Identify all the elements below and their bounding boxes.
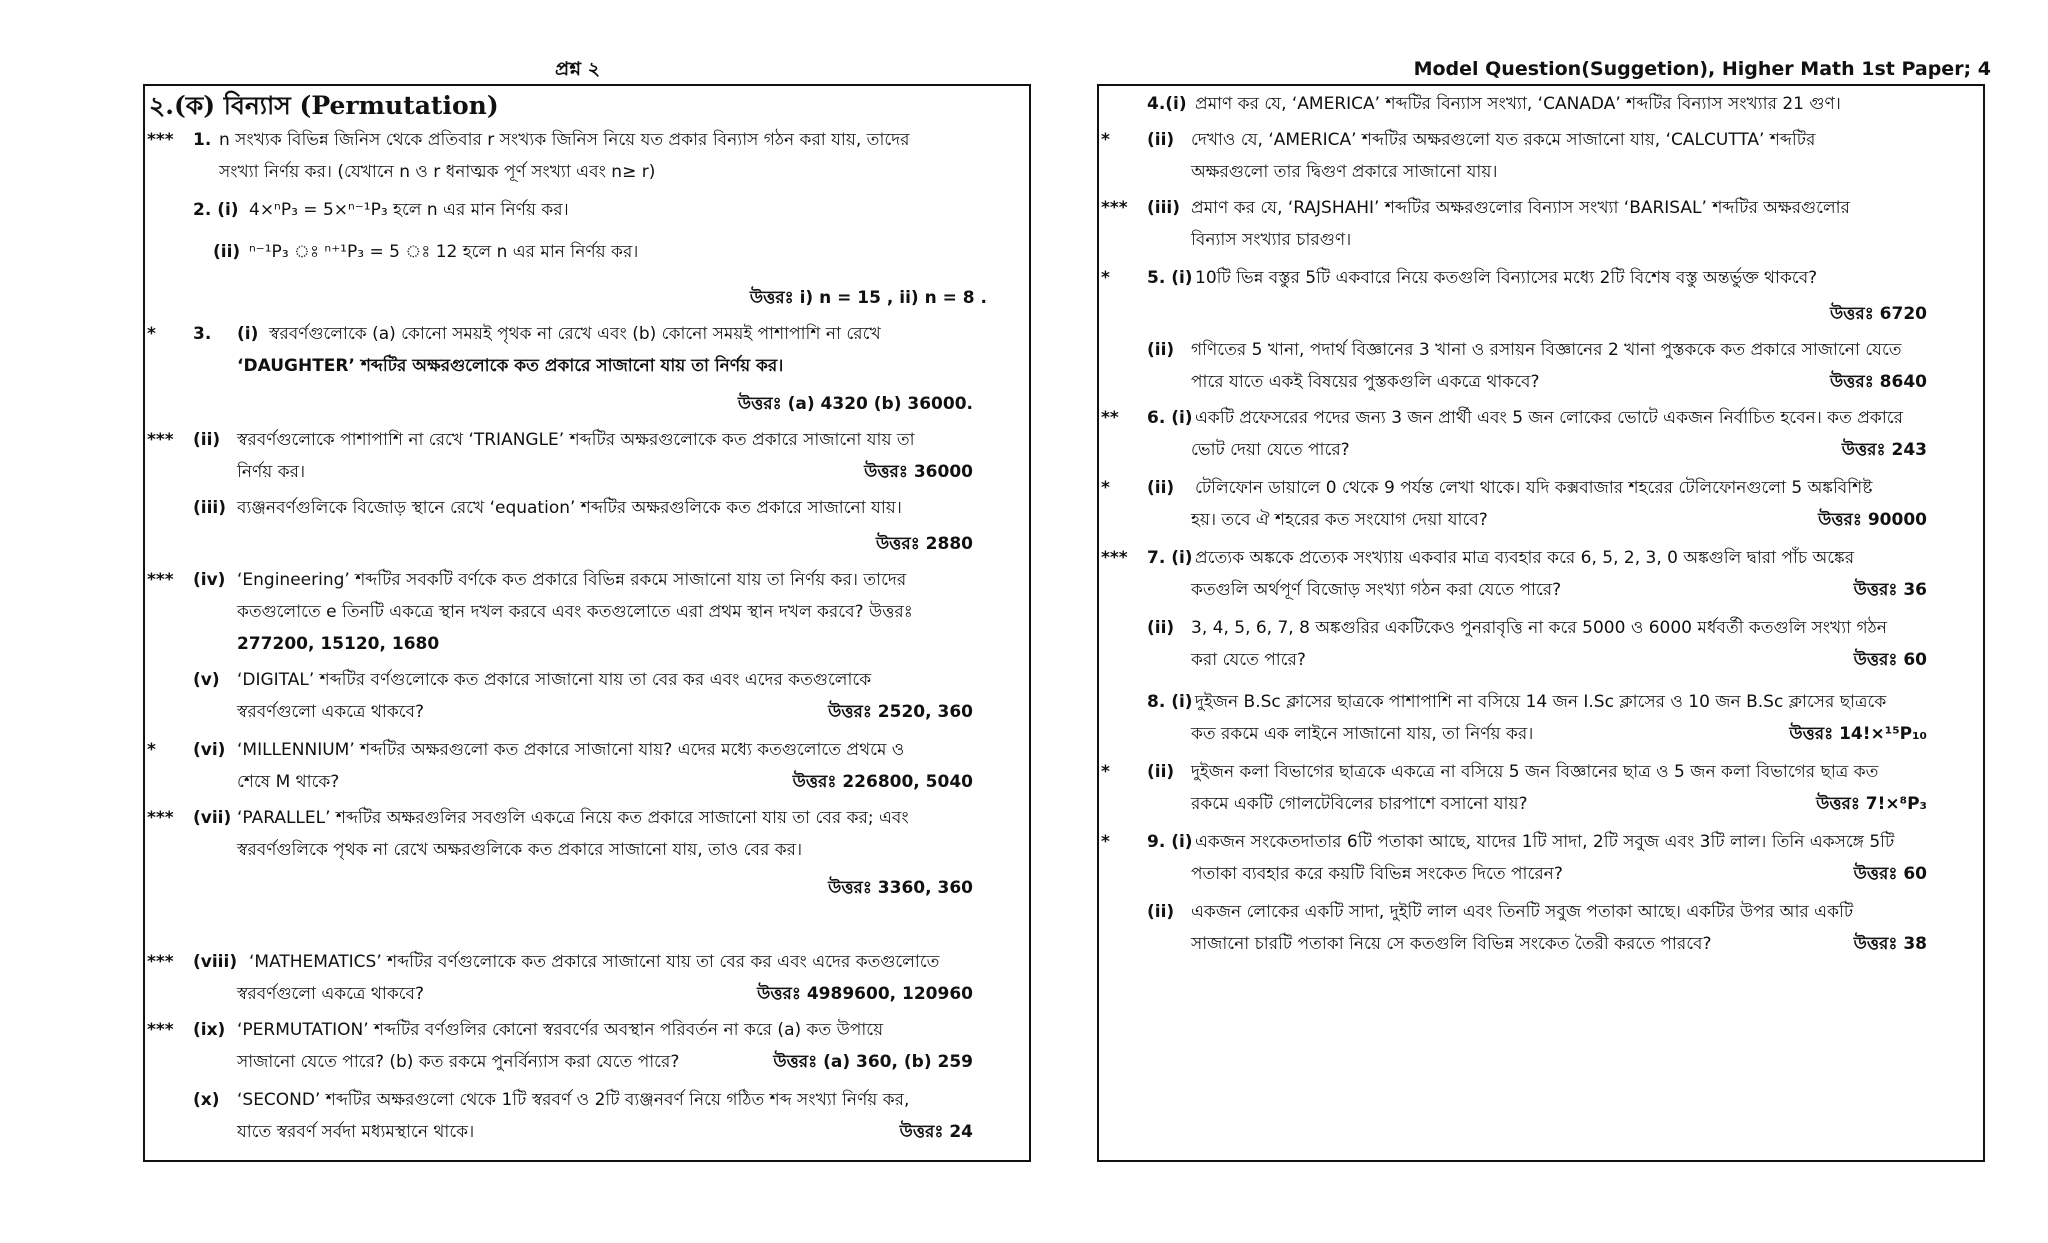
importance-stars: * bbox=[1101, 268, 1110, 288]
question-text: টেলিফোন ডায়ালে 0 থেকে 9 পর্যন্ত লেখা থাকে। যদি কক্সবাজার শহরের টেলিফোনগুলো 5 অঙ্কবিশিষ্ট bbox=[1195, 478, 1873, 498]
question-text: ‘DAUGHTER’ শব্দটির অক্ষরগুলোকে কত প্রকারে সাজানো যায় তা নির্ণয় কর। bbox=[237, 356, 784, 376]
question-text: ⁿ⁻¹P₃ ঃ ⁿ⁺¹P₃ = 5 ঃ 12 হলে n এর মান নির্ণয় কর। bbox=[249, 242, 639, 262]
question-text: যাতে স্বরবর্ণ সর্বদা মধ্যমস্থানে থাকে। bbox=[237, 1122, 475, 1142]
question-text: প্রত্যেক অঙ্ককে প্রত্যেক সংখ্যায় একবার মাত্র ব্যবহার করে 6, 5, 2, 3, 0 অঙ্কগুলি দ্বারা পাঁচ অঙ্কের bbox=[1195, 548, 1855, 568]
importance-stars: *** bbox=[147, 952, 174, 972]
question-number: 6. (i) bbox=[1147, 408, 1193, 428]
answer-text: উত্তরঃ 8640 bbox=[1829, 372, 1927, 392]
importance-stars: *** bbox=[147, 130, 174, 150]
answer-text: উত্তরঃ 243 bbox=[1841, 440, 1927, 460]
question-text: প্রমাণ কর যে, ‘AMERICA’ শব্দটির বিন্যাস সংখ্যা, ‘CANADA’ শব্দটির বিন্যাস সংখ্যার 21 গুণ। bbox=[1195, 94, 1841, 114]
answer-text: উত্তরঃ 7!×⁸P₃ bbox=[1816, 794, 1927, 814]
document-heading: Model Question(Suggetion), Higher Math 1st Paper; 4 bbox=[1413, 58, 1991, 80]
question-text: n সংখ্যক বিভিন্ন জিনিস থেকে প্রতিবার r সংখ্যক জিনিস নিয়ে যত প্রকার বিন্যাস গঠন করা যায়, তাদের bbox=[219, 130, 910, 150]
answer-text: উত্তরঃ 60 bbox=[1853, 650, 1927, 670]
question-text: পারে যাতে একই বিষয়ের পুস্তকগুলি একত্রে থাকবে? bbox=[1191, 372, 1540, 392]
question-text: ভোট দেয়া যেতে পারে? bbox=[1191, 440, 1350, 460]
question-number: (ii) bbox=[1147, 130, 1175, 150]
question-number: (ii) bbox=[1147, 340, 1175, 360]
question-text: স্বরবর্ণগুলোকে পাশাপাশি না রেখে ‘TRIANGLE’ শব্দটির অক্ষরগুলোকে কত প্রকারে সাজানো যায় তা bbox=[237, 430, 915, 450]
question-number: 1. bbox=[193, 130, 212, 150]
answer-text: উত্তরঃ (a) 360, (b) 259 bbox=[773, 1052, 973, 1072]
question-number: 3. bbox=[193, 324, 212, 344]
answer-text: উত্তরঃ 2880 bbox=[875, 534, 973, 554]
question-number: (v) bbox=[193, 670, 220, 690]
question-text: ‘PERMUTATION’ শব্দটির বর্ণগুলির কোনো স্বরবর্ণের অবস্থান পরিবর্তন না করে (a) কত উপায়ে bbox=[237, 1020, 884, 1040]
question-number: (iv) bbox=[193, 570, 226, 590]
question-number: (vi) bbox=[193, 740, 226, 760]
question-number: 2. (i) bbox=[193, 200, 239, 220]
answer-text: উত্তরঃ 2520, 360 bbox=[828, 702, 973, 722]
question-text: হয়। তবে ঐ শহরের কত সংযোগ দেয়া যাবে? bbox=[1191, 510, 1488, 530]
question-number: 8. (i) bbox=[1147, 692, 1193, 712]
importance-stars: * bbox=[1101, 130, 1110, 150]
question-text: দুইজন কলা বিভাগের ছাত্রকে একত্রে না বসিয়ে 5 জন বিজ্ঞানের ছাত্র ও 5 জন কলা বিভাগের ছাত্র কত bbox=[1191, 762, 1879, 782]
question-text: ‘Engineering’ শব্দটির সবকটি বর্ণকে কত প্রকারে বিভিন্ন রকমে সাজানো যায় তা নির্ণয় কর। তাদের bbox=[237, 570, 907, 590]
question-text: স্বরবর্ণগুলিকে পৃথক না রেখে অক্ষরগুলিকে কত প্রকারে সাজানো যায়, তাও বের কর। bbox=[237, 840, 803, 860]
question-text: অক্ষরগুলো তার দ্বিগুণ প্রকারে সাজানো যায়। bbox=[1191, 162, 1498, 182]
question-text: সাজানো যেতে পারে? (b) কত রকমে পুনর্বিন্যাস করা যেতে পারে? bbox=[237, 1052, 680, 1072]
answer-text: উত্তরঃ 38 bbox=[1853, 934, 1927, 954]
importance-stars: *** bbox=[147, 430, 174, 450]
question-text: ‘MATHEMATICS’ শব্দটির বর্ণগুলোকে কত প্রকারে সাজানো যায় তা বের কর এবং এদের কতগুলোতে bbox=[249, 952, 940, 972]
answer-text: উত্তরঃ (a) 4320 (b) 36000. bbox=[737, 394, 973, 414]
question-text: ব্যঞ্জনবর্ণগুলিকে বিজোড় স্থানে রেখে ‘equation’ শব্দটির অক্ষরগুলিকে কত প্রকারে সাজানো যায়। bbox=[237, 498, 902, 518]
left-question-panel bbox=[143, 84, 1031, 1162]
question-text: ‘PARALLEL’ শব্দটির অক্ষরগুলির সবগুলি একত্রে নিয়ে কত প্রকারে সাজানো যায় তা বের কর; এবং bbox=[237, 808, 909, 828]
importance-stars: * bbox=[147, 740, 156, 760]
question-text: শেষে M থাকে? bbox=[237, 772, 340, 792]
answer-text: উত্তরঃ 60 bbox=[1853, 864, 1927, 884]
page-number-heading: প্রশ্ন ২ bbox=[555, 58, 601, 80]
question-text: দেখাও যে, ‘AMERICA’ শব্দটির অক্ষরগুলো যত রকমে সাজানো যায়, ‘CALCUTTA’ শব্দটির bbox=[1191, 130, 1816, 150]
importance-stars: * bbox=[147, 324, 156, 344]
importance-stars: ** bbox=[1101, 408, 1119, 428]
importance-stars: * bbox=[1101, 832, 1110, 852]
question-number: (iii) bbox=[193, 498, 227, 518]
question-text: 4×ⁿP₃ = 5×ⁿ⁻¹P₃ হলে n এর মান নির্ণয় কর। bbox=[249, 200, 569, 220]
question-number: (ix) bbox=[193, 1020, 226, 1040]
answer-text: উত্তরঃ 14!×¹⁵P₁₀ bbox=[1789, 724, 1927, 744]
question-text: দুইজন B.Sc ক্লাসের ছাত্রকে পাশাপাশি না বসিয়ে 14 জন I.Sc ক্লাসের ও 10 জন B.Sc ক্লাসের ছাত্রকে bbox=[1195, 692, 1887, 712]
question-number: 9. (i) bbox=[1147, 832, 1193, 852]
question-text: একটি প্রফেসরের পদের জন্য 3 জন প্রার্থী এবং 5 জন লোকের ভোটে একজন নির্বাচিত হবেন। কত প্রকারে bbox=[1195, 408, 1903, 428]
question-number: (ii) bbox=[1147, 478, 1175, 498]
question-number: (ii) bbox=[1147, 762, 1175, 782]
answer-text: উত্তরঃ 36 bbox=[1853, 580, 1927, 600]
importance-stars: *** bbox=[147, 808, 174, 828]
question-text: 3, 4, 5, 6, 7, 8 অঙ্কগুরির একটিকেও পুনরাবৃত্তি না করে 5000 ও 6000 মর্ধবর্তী কতগুলি সংখ্যা গঠন bbox=[1191, 618, 1887, 638]
answer-text: উত্তরঃ 24 bbox=[899, 1122, 973, 1142]
question-text: সংখ্যা নির্ণয় কর। (যেখানে n ও r ধনাত্মক পূর্ণ সংখ্যা এবং n≥ r) bbox=[219, 162, 656, 182]
answer-text: উত্তরঃ 90000 bbox=[1818, 510, 1927, 530]
importance-stars: *** bbox=[147, 570, 174, 590]
section-title: ২.(ক) বিন্যাস (Permutation) bbox=[149, 91, 499, 120]
question-text: স্বরবর্ণগুলো একত্রে থাকবে? bbox=[237, 984, 425, 1004]
question-text: একজন সংকেতদাতার 6টি পতাকা আছে, যাদের 1টি সাদা, 2টি সবুজ এবং 3টি লাল। তিনি একসঙ্গে 5টি bbox=[1195, 832, 1895, 852]
answer-text: উত্তরঃ i) n = 15 , ii) n = 8 . bbox=[749, 288, 987, 308]
question-text: ‘SECOND’ শব্দটির অক্ষরগুলো থেকে 1টি স্বরবর্ণ ও 2টি ব্যঞ্জনবর্ণ নিয়ে গঠিত শব্দ সংখ্যা নির্ণয় কর, bbox=[237, 1090, 910, 1110]
question-text: স্বরবর্ণগুলোকে (a) কোনো সময়ই পৃথক না রেখে এবং (b) কোনো সময়ই পাশাপাশি না রেখে bbox=[269, 324, 881, 344]
right-question-panel bbox=[1097, 84, 1985, 1162]
question-text: কতগুলোতে e তিনটি একত্রে স্থান দখল করবে এবং কতগুলোতে এরা প্রথম স্থান দখল করবে? উত্তরঃ bbox=[237, 602, 913, 622]
importance-stars: *** bbox=[1101, 548, 1128, 568]
question-text: পতাকা ব্যবহার করে কয়টি বিভিন্ন সংকেত দিতে পারেন? bbox=[1191, 864, 1563, 884]
question-text: সাজানো চারটি পতাকা নিয়ে সে কতগুলি বিভিন্ন সংকেত তৈরী করতে পারবে? bbox=[1191, 934, 1712, 954]
importance-stars: * bbox=[1101, 478, 1110, 498]
answer-text: উত্তরঃ 4989600, 120960 bbox=[757, 984, 973, 1004]
question-number: (iii) bbox=[1147, 198, 1181, 218]
question-number: 7. (i) bbox=[1147, 548, 1193, 568]
answer-text: উত্তরঃ 36000 bbox=[864, 462, 973, 482]
answer-text: উত্তরঃ 226800, 5040 bbox=[792, 772, 973, 792]
question-number: (ii) bbox=[1147, 618, 1175, 638]
question-text: প্রমাণ কর যে, ‘RAJSHAHI’ শব্দটির অক্ষরগুলোর বিন্যাস সংখ্যা ‘BARISAL’ শব্দটির অক্ষরগুলোর bbox=[1191, 198, 1850, 218]
question-text: বিন্যাস সংখ্যার চারগুণ। bbox=[1191, 230, 1352, 250]
question-text: রকমে একটি গোলটেবিলের চারপাশে বসানো যায়? bbox=[1191, 794, 1528, 814]
sub-question-number: (i) bbox=[237, 324, 259, 344]
question-text: ‘DIGITAL’ শব্দটির বর্ণগুলোকে কত প্রকারে সাজানো যায় তা বের কর এবং এদের কতগুলোকে bbox=[237, 670, 872, 690]
question-text: 10টি ভিন্ন বস্তুর 5টি একবারে নিয়ে কতগুলি বিন্যাসের মধ্যে 2টি বিশেষ বস্তু অন্তর্ভুক্ত থাকবে? bbox=[1195, 268, 1818, 288]
question-number: (ii) bbox=[1147, 902, 1175, 922]
question-text: করা যেতে পারে? bbox=[1191, 650, 1306, 670]
question-text: গণিতের 5 খানা, পদার্থ বিজ্ঞানের 3 খানা ও রসায়ন বিজ্ঞানের 2 খানা পুস্তককে কত প্রকারে সাজানো যেতে bbox=[1191, 340, 1902, 360]
question-number: 4.(i) bbox=[1147, 94, 1187, 114]
question-text: ‘MILLENNIUM’ শব্দটির অক্ষরগুলো কত প্রকারে সাজানো যায়? এদের মধ্যে কতগুলোতে প্রথমে ও bbox=[237, 740, 905, 760]
importance-stars: * bbox=[1101, 762, 1110, 782]
question-number: (ii) bbox=[213, 242, 241, 262]
question-number: 5. (i) bbox=[1147, 268, 1193, 288]
question-number: (ii) bbox=[193, 430, 221, 450]
answer-text: 277200, 15120, 1680 bbox=[237, 634, 440, 654]
importance-stars: *** bbox=[1101, 198, 1128, 218]
question-text: কত রকমে এক লাইনে সাজানো যায়, তা নির্ণয় কর। bbox=[1191, 724, 1534, 744]
question-number: (viii) bbox=[193, 952, 238, 972]
question-number: (vii) bbox=[193, 808, 232, 828]
importance-stars: *** bbox=[147, 1020, 174, 1040]
question-text: একজন লোকের একটি সাদা, দুইটি লাল এবং তিনটি সবুজ পতাকা আছে। একটির উপর আর একটি bbox=[1191, 902, 1854, 922]
question-number: (x) bbox=[193, 1090, 220, 1110]
question-text: নির্ণয় কর। bbox=[237, 462, 306, 482]
question-text: কতগুলি অর্থপূর্ণ বিজোড় সংখ্যা গঠন করা যেতে পারে? bbox=[1191, 580, 1562, 600]
question-text: স্বরবর্ণগুলো একত্রে থাকবে? bbox=[237, 702, 425, 722]
answer-text: উত্তরঃ 3360, 360 bbox=[828, 878, 973, 898]
answer-text: উত্তরঃ 6720 bbox=[1829, 304, 1927, 324]
